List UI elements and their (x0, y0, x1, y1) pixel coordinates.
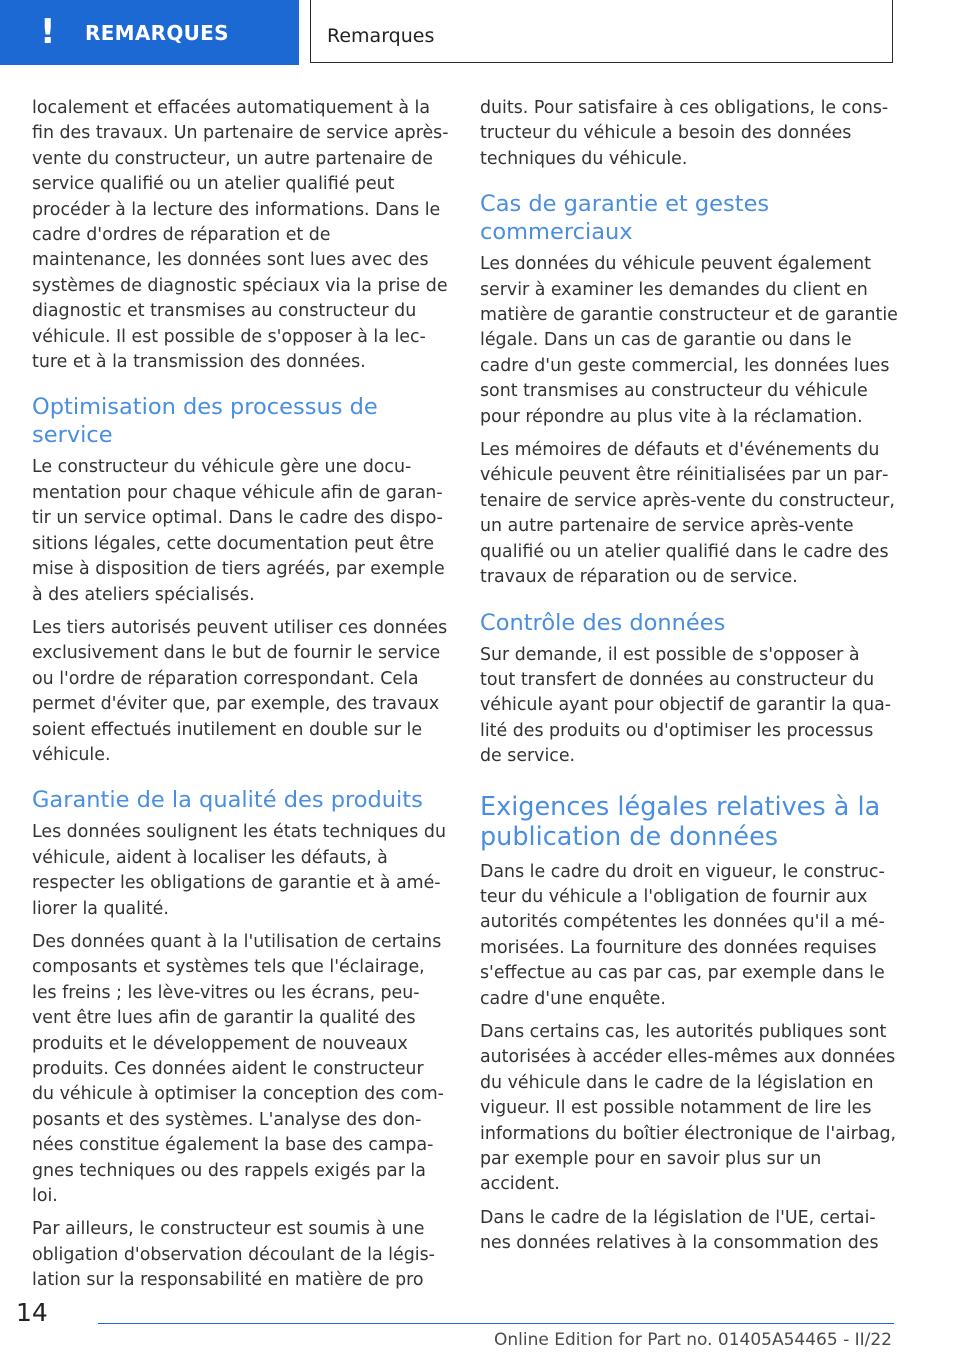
heading-controle: Contrôle des données (480, 609, 726, 636)
paragraph: Dans le cadre de la législation de l'UE, certaines données relatives à la consommation des (480, 1207, 879, 1254)
page-number: 14 (16, 1298, 48, 1327)
paragraph: Dans le cadre du droit en vigueur, le constructeur du véhicule a l'obligation de fournir aux autorités compétentes les données qu'il a mémorisées. La fourniture des données requises s'effectue au cas par cas, par exemple dans le cadre d'une enquête. (480, 861, 885, 1009)
header-section-tab (0, 0, 299, 65)
paragraph: Sur demande, il est possible de s'opposer à tout transfert de données au constructeur du véhicule ayant pour objectif de garantir la qualité des produits ou d'optimiser les processus de service. (480, 644, 892, 767)
chapter-title: Remarques (327, 25, 435, 47)
paragraph: Les données soulignent les états techniques du véhicule, aident à localiser les défauts, à respecter les obligations de garantie et à améliorer la qualité. (32, 822, 446, 919)
heading-garantie-commerciaux: Cas de garantie et gestes commerciaux (480, 191, 770, 246)
paragraph: localement et effacées automatiquement à la fin des travaux. Un partenaire de service après-vente du constructeur, un autre partenaire de service qualifié ou un atelier qualifié peut procéder à la lecture des informations. Dans le cadre d'ordres de réparation et de maintenance, les données sont lues avec des systèmes de diagnostic spéciaux via la prise de diagnostic et transmises au constructeur du véhicule. Il est possible de s'opposer à la lecture et à la transmission des données. (32, 98, 449, 373)
paragraph: Par ailleurs, le constructeur est soumis à une obligation d'observation découlant de la législation sur la responsabilité en matière de pro (32, 1219, 435, 1291)
right-column (480, 96, 898, 1265)
heading-exigences: Exigences légales relatives à la publication de données (480, 791, 881, 852)
footer-divider (98, 1323, 894, 1324)
paragraph: Les données du véhicule peuvent également servir à examiner les demandes du client en matière de garantie constructeur et de garantie légale. Dans un cas de garantie ou dans le cadre d'un geste commercial, les données lues sont transmises au constructeur du véhicule pour répondre au plus vite à la réclamation. (480, 254, 898, 427)
header-chapter-box (310, 0, 893, 63)
heading-optimisation: Optimisation des processus de service (32, 394, 378, 449)
heading-garantie-qualite: Garantie de la qualité des produits (32, 787, 423, 814)
section-label: REMARQUES (85, 21, 229, 45)
paragraph: Les mémoires de défauts et d'événements du véhicule peuvent être réinitialisées par un partenaire de service après-vente du constructeur, un autre partenaire de service après-vente qualifié ou un atelier qualifié dans le cadre des travaux de réparation ou de service. (480, 440, 895, 588)
paragraph: Le constructeur du véhicule gère une documentation pour chaque véhicule afin de garantir un service optimal. Dans le cadre des dispositions légales, cette documentation peut être mise à disposition de tiers agréés, par exemple à des ateliers spécialisés. (32, 457, 445, 605)
left-column (32, 96, 450, 1302)
paragraph: Les tiers autorisés peuvent utiliser ces données exclusivement dans le but de fournir le service ou l'ordre de réparation correspondant. Cela permet d'éviter que, par exemple, des travaux soient effectués inutilement en double sur le véhicule. (32, 617, 448, 765)
warning-exclamation-icon: ! (40, 12, 56, 52)
paragraph: Dans certains cas, les autorités publiques sont autorisées à accéder elles-mêmes aux données du véhicule dans le cadre de la législation en vigueur. Il est possible notamment de lire les informations du boîtier électronique de l'airbag, par exemple pour en savoir plus sur un accident. (480, 1021, 897, 1195)
paragraph: Des données quant à la l'utilisation de certains composants et systèmes tels que l'éclairage, les freins ; les lève-vitres ou les écrans, peuvent être lues afin de garantir la qualité des produits et le développement de nouveaux produits. Ces données aident le constructeur du véhicule à optimiser la conception des composants et des systèmes. L'analyse des données constitue également la base des campagnes techniques ou des rappels exigés par la loi. (32, 931, 444, 1207)
paragraph: duits. Pour satisfaire à ces obligations, le constructeur du véhicule a besoin des données techniques du véhicule. (480, 98, 889, 169)
footer-edition: Online Edition for Part no. 01405A54465 - II/22 (493, 1330, 892, 1350)
